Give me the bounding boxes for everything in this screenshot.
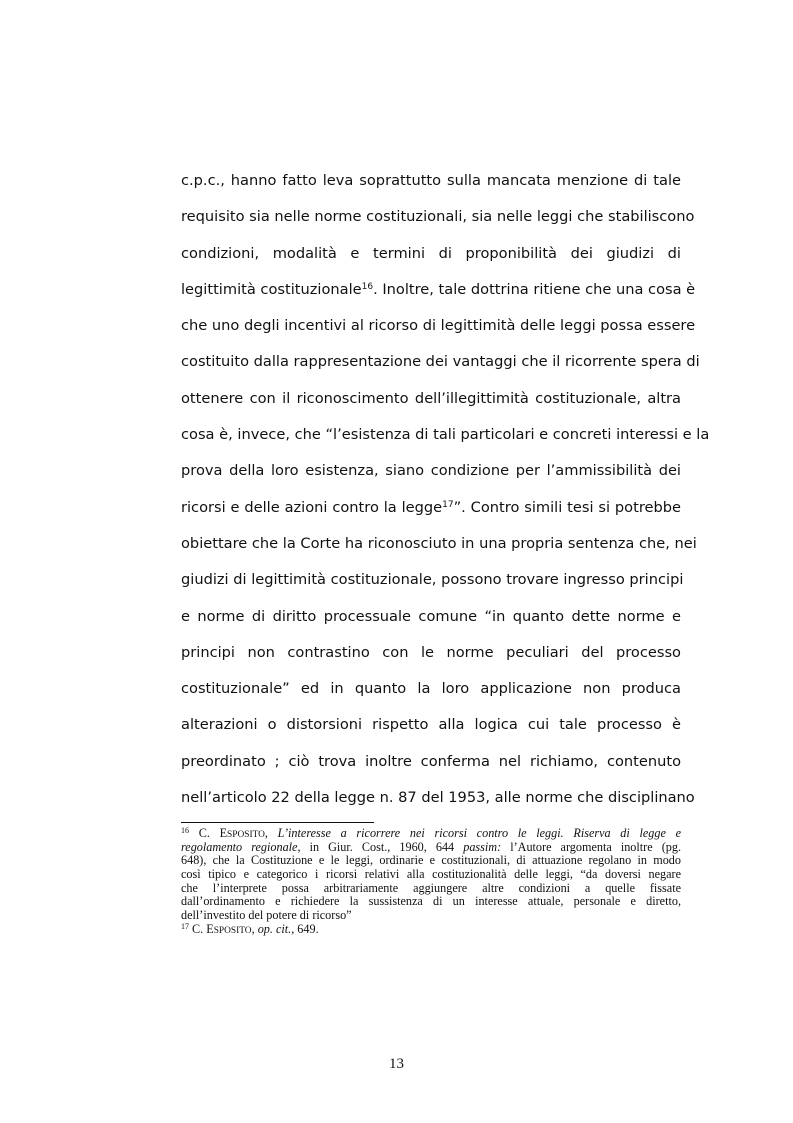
footnote-author: C. ESPOSITO bbox=[189, 826, 265, 840]
body-line: costituzionale” ed in quanto la loro applicazione non produca bbox=[181, 680, 681, 698]
body-line: e norme di diritto processuale comune “in quanto dette norme e bbox=[181, 607, 681, 625]
page-number: 13 bbox=[389, 1056, 404, 1072]
body-text bbox=[181, 167, 710, 820]
footnote-number: 17 bbox=[181, 921, 189, 931]
body-line: cosa è, invece, che “l’esistenza di tali particolari e concreti interessi e la bbox=[181, 426, 710, 444]
footnote-ref-17[interactable]: 17 bbox=[442, 499, 454, 510]
body-line: giudizi di legittimità costituzionale, possono trovare ingresso principi bbox=[181, 571, 684, 589]
body-line: condizioni, modalità e termini di proponibilità dei giudizi di bbox=[181, 244, 681, 262]
body-line: alterazioni o distorsioni rispetto alla logica cui tale processo è bbox=[181, 716, 681, 734]
footnote-number: 16 bbox=[181, 826, 189, 835]
body-line: preordinato ; ciò trova inoltre conferma nel richiamo, contenuto bbox=[181, 752, 681, 770]
body-text-segment: legittimità costituzionale bbox=[181, 280, 362, 298]
footnote-17: $^{17}$ C. ESPOSITO, op. cit., 649. bbox=[181, 921, 319, 936]
footnote-16: $^{16}$ C. ESPOSITO, L’interesse a ricorrere nei ricorsi contro le leggi. Riserva di legge e bbox=[181, 826, 681, 840]
footnote-16-line: dell’investito del potere di ricorso” bbox=[181, 908, 352, 923]
body-line: c.p.c., hanno fatto leva soprattutto sulla mancata menzione di tale bbox=[181, 172, 681, 189]
footnote-title: L’interesse a ricorrere nei ricorsi contro le leggi. Riserva di legge e bbox=[277, 826, 681, 840]
footnotes bbox=[181, 827, 681, 937]
body-text-segment: ”. Contro simili tesi si potrebbe bbox=[453, 498, 681, 516]
footnote-ref-16[interactable]: 16 bbox=[361, 281, 374, 292]
footnote-16-line: 648), che la Costituzione e le leggi, ordinarie e costituzionali, di attuazione regolano in modo bbox=[181, 853, 681, 868]
body-line: nell’articolo 22 della legge n. 87 del 1953, alle norme che disciplinano bbox=[181, 789, 695, 807]
footnote-16-line: così tipico e categorico i ricorsi relativi alla costituzionalità delle leggi, “da doversi negare bbox=[181, 867, 681, 882]
body-text-segment: . Inoltre, tale dottrina ritiene che una cosa è bbox=[373, 280, 696, 298]
body-text-segment: ricorsi e delle azioni contro la legge bbox=[181, 498, 443, 516]
footnote-16-line: regolamento regionale, in Giur. Cost., 1960, 644 passim: l’Autore argomenta inoltre (pg. bbox=[181, 839, 681, 854]
body-line: principi non contrastino con le norme peculiari del processo bbox=[181, 643, 681, 661]
footnote-author: C. ESPOSITO bbox=[189, 921, 252, 936]
body-line: prova della loro esistenza, siano condizione per l’ammissibilità dei bbox=[181, 462, 681, 480]
body-line: requisito sia nelle norme costituzionali, sia nelle leggi che stabiliscono bbox=[181, 208, 695, 226]
footnote-separator bbox=[181, 822, 374, 823]
footnote-ref-text: op. cit., bbox=[257, 921, 295, 936]
footnote-title: regolamento regionale, bbox=[181, 839, 301, 854]
body-line: ottenere con il riconoscimento dell’illegittimità costituzionale, altra bbox=[181, 389, 681, 407]
body-line bbox=[181, 494, 681, 530]
body-line bbox=[181, 276, 696, 312]
body-line: costituito dalla rappresentazione dei vantaggi che il ricorrente spera di bbox=[181, 353, 700, 371]
footnote-16-line: dall’ordinamento e richiedere la sussistenza di un interesse attuale, personale e diretto, bbox=[181, 894, 681, 909]
footnote-16-line: che l’interprete possa arbitrariamente aggiungere altre condizioni a quelle fissate bbox=[181, 880, 681, 895]
body-line: che uno degli incentivi al ricorso di legittimità delle leggi possa essere bbox=[181, 317, 696, 335]
body-line: obiettare che la Corte ha riconosciuto in una propria sentenza che, nei bbox=[181, 534, 697, 552]
